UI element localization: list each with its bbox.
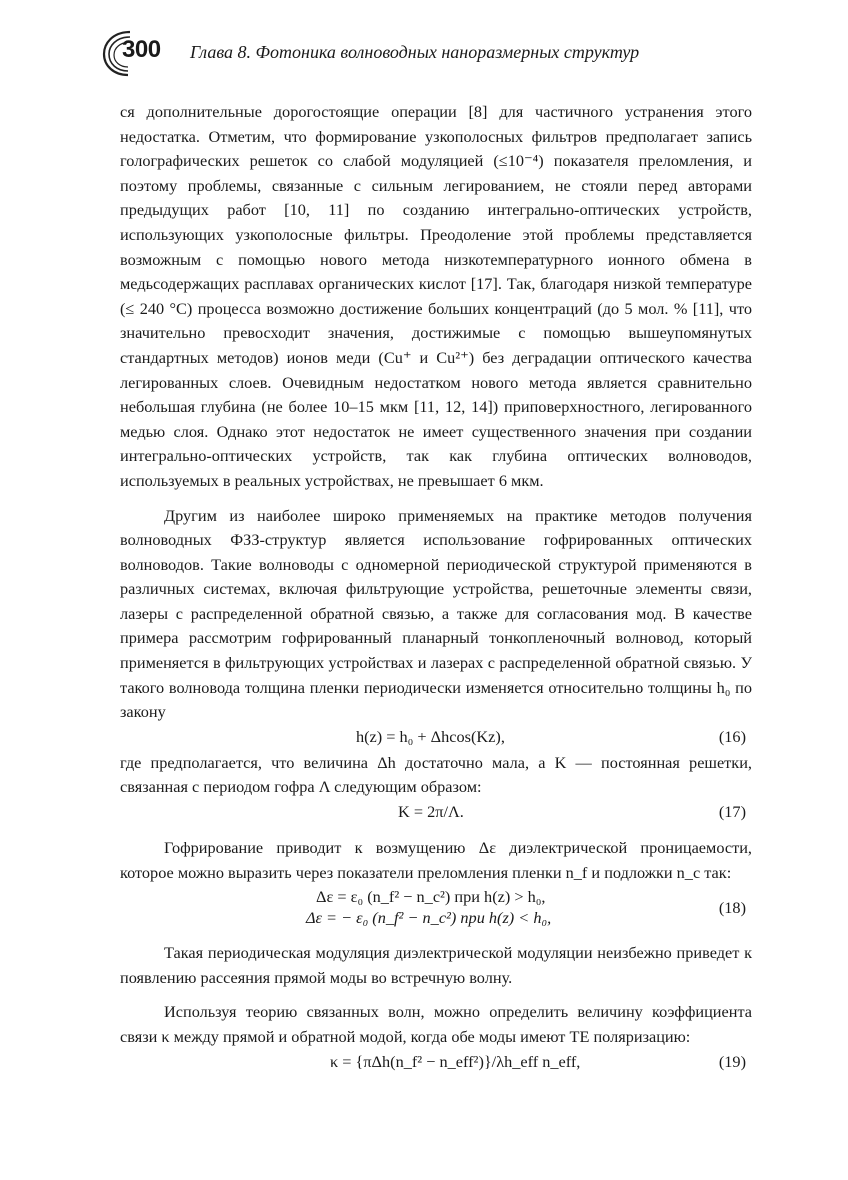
formula-expression: κ = {πΔh(n_f² − n_eff²)}/λh_eff n_eff, xyxy=(330,1051,581,1071)
formula-expression: Δε = ε₀ (n_f² − n_c²) при h(z) > h₀, xyxy=(316,887,546,907)
formula-19 xyxy=(120,1050,752,1076)
paragraph: Другим из наиболее широко применяемых на практике методов получения волноводных ФЗЗ-структур является использование гофрированных оптических волноводов. Такие волноводы с одномерной периодической структурой применяются в различных системах, включая фильтрующие устройства, решеточные элементы связи, лазеры с распределенной обратной связью, а также для согласования мод. В качестве примера рассмотрим гофрированный планарный тонкопленочный волновод, который применяется в фильтрующих устройствах и лазерах с распределенной обратной связью. У такого волновода толщина пленки периодически изменяется относительно толщины h₀ по закону xyxy=(120,505,752,722)
page-number: 300 xyxy=(122,36,161,63)
chapter-title: Глава 8. Фотоника волноводных наноразмерных структур xyxy=(190,42,640,62)
formula-number: (17) xyxy=(718,802,746,822)
paragraph: ся дополнительные дорогостоящие операции [8] для частичного устранения этого недостатка. Отметим, что формирование узкополосных фильтров предполагает запись голографических решеток со слабой модуляцией (≤10⁻⁴) показателя преломления, и поэтому проблемы, связанные с сильным легированием, не стояли перед авторами предыдущих работ [10, 11] по созданию интегрально-оптических устройств, использующих узкополосные фильтры. Преодоление этой проблемы представляется возможным с помощью нового метода низкотемпературного ионного обмена в медьсодержащих расплавах органических кислот [17]. Так, благодаря низкой температуре (≤ 240 °С) процесса возможно достижение больших концентраций (до 5 мол. % [11], что значительно превосходит значения, достижимые с помощью вышеупомянутых стандартных методов) ионов меди (Cu⁺ и Cu²⁺) без деградации оптического качества легированных слоев. Очевидным недостатком нового метода является сравнительно небольшая глубина (не более 10–15 мкм [11, 12, 14]) приповерхностного, легированного медью слоя. Однако этот недостаток не имеет существенного значения при создании интегрально-оптических устройств, так как глубина оптических волноводов, используемых в реальных устройствах, не превышает 6 мкм. xyxy=(120,102,752,490)
paragraph: Гофрирование приводит к возмущению Δε диэлектрической проницаемости, которое можно выразить через показатели преломления пленки n_f и подложки n_c так: xyxy=(120,838,752,882)
paragraph: Используя теорию связанных волн, можно определить величину коэффициента связи κ между прямой и обратной модой, когда обе моды имеют TE поляризацию: xyxy=(120,1002,752,1046)
formula-16 xyxy=(120,725,752,751)
formula-17 xyxy=(120,800,752,826)
formula-expression: Δε = − ε₀ (n_f² − n_c²) при h(z) < h₀, xyxy=(306,908,552,928)
paragraph: Такая периодическая модуляция диэлектрической модуляции неизбежно приведет к появлению рассеяния прямой моды во встречную волну. xyxy=(120,943,752,987)
formula-18 xyxy=(120,885,752,931)
paragraph: где предполагается, что величина Δh достаточно мала, а K — постоянная решетки, связанная с периодом гофра Λ следующим образом: xyxy=(120,752,752,797)
formula-number: (19) xyxy=(718,1051,746,1071)
formula-number: (18) xyxy=(718,898,746,918)
formula-expression: K = 2π/Λ. xyxy=(398,802,464,822)
formula-number: (16) xyxy=(718,726,746,746)
page-header xyxy=(100,28,760,78)
formula-expression: h(z) = h₀ + Δhcos(Kz), xyxy=(356,726,505,746)
body-text xyxy=(120,100,752,1076)
